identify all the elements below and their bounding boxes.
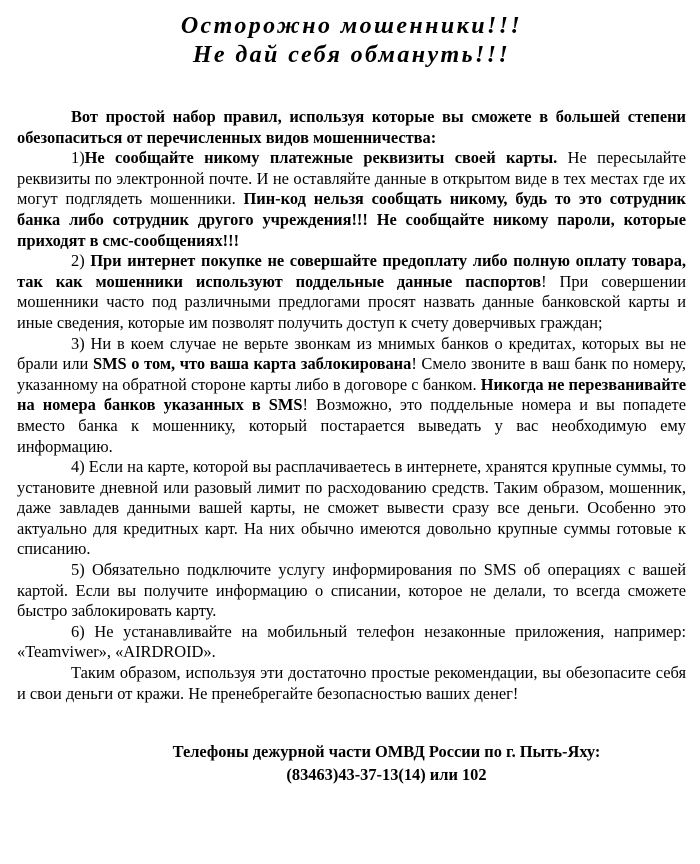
rule-6-paragraph <box>17 622 686 663</box>
rule-2-paragraph <box>17 251 686 333</box>
footer-phone-numbers: (83463)43-37-13(14) или 102 <box>286 765 487 785</box>
document-header <box>17 12 686 70</box>
contact-footer <box>17 740 686 786</box>
rule-1-bold-1: Не сообщайте никому платежные реквизиты своей карты. <box>84 148 558 168</box>
title-line-2: Не дай себя обмануть!!! <box>192 42 511 68</box>
rule-1-text-1: Не пересылайте реквизиты по электронной почте. И не оставляйте данные в открытом виде в тех местах где их могут подглядеть мошенники. <box>17 148 686 209</box>
intro-text: Вот простой набор правил, используя которые вы сможете в большей степени обезопаситься от перечисленных видов мошенничества: <box>17 107 686 147</box>
rule-4-number: 4) <box>71 457 85 477</box>
rule-5-paragraph <box>17 560 686 622</box>
rule-4-paragraph <box>17 457 686 560</box>
rule-3-text-1: Ни в коем случае не верьте звонкам из мнимых банков о кредитах, которых вы не брали или <box>17 333 686 374</box>
rule-3-bold-1: SMS о том, что ваша карта заблокирована <box>92 354 412 374</box>
rule-3-bold-2: Никогда не перезванивайте на номера банков указанных в SMS <box>17 374 686 415</box>
rule-2-text-1: ! При совершении мошенники часто под различными предлогами просят назвать данные банковской карты и иные сведения, которые им позволят получить доступ к счету доверчивых граждан; <box>17 271 686 332</box>
rule-3-text-2: ! Смело звоните в ваш банк по номеру, указанному на обратной стороне карты либо в договоре с банком. <box>17 354 687 394</box>
rule-3-number: 3) <box>71 333 85 353</box>
rule-3-paragraph <box>17 334 686 458</box>
rule-1-number: 1) <box>71 148 85 168</box>
rule-6-number: 6) <box>71 621 85 641</box>
footer-phones-label: Телефоны дежурной части ОМВД России по г. Пыть-Яху: <box>172 742 601 762</box>
title-line-1: Осторожно мошенники!!! <box>180 13 523 39</box>
intro-paragraph <box>17 107 686 148</box>
rule-2-bold-1: При интернет покупке не совершайте предоплату либо полную оплату товара, так как мошенники используют поддельные данные паспортов <box>17 251 686 291</box>
conclusion-paragraph: Таким образом, используя эти достаточно простые рекомендации, вы обезопасите себя и свои деньги от кражи. Не пренебрегайте безопасностью ваших денег! <box>17 663 686 703</box>
rule-1-bold-2: Пин-код нельзя сообщать никому, будь то это сотрудник банка либо сотрудник другого учреждения!!! Не сообщайте никому пароли, которые приходят в смс-сообщениях!!! <box>17 189 686 250</box>
document-body <box>17 107 686 704</box>
rule-4-text-1: Если на карте, которой вы расплачиваетесь в интернете, хранятся крупные суммы, то установите дневной или разовый лимит по расходованию средств. Таким образом, мошенник, даже завладев данными вашей карты, не сможет вывести сразу все деньги. Особенно это актуально для кредитных карт. На них обычно имеются довольно крупные суммы готовые к списанию. <box>17 457 686 559</box>
rule-6-text-1: Не устанавливайте на мобильный телефон незаконные приложения, например: «Teamviwer», «AIRDROID». <box>17 621 686 662</box>
rule-5-text-1: Обязательно подключите услугу информирования по SMS об операциях с вашей картой. Если вы получите информацию о списании, которое не делали, то всегда сможете быстро заблокировать карту. <box>17 560 686 621</box>
rule-5-number: 5) <box>71 560 85 580</box>
rule-3-text-3: ! Возможно, это поддельные номера и вы попадете вместо банка к мошеннику, который постарается выведать у вас необходимую ему информацию. <box>17 395 686 456</box>
rule-2-number: 2) <box>71 251 85 271</box>
rule-1-paragraph <box>17 148 686 251</box>
